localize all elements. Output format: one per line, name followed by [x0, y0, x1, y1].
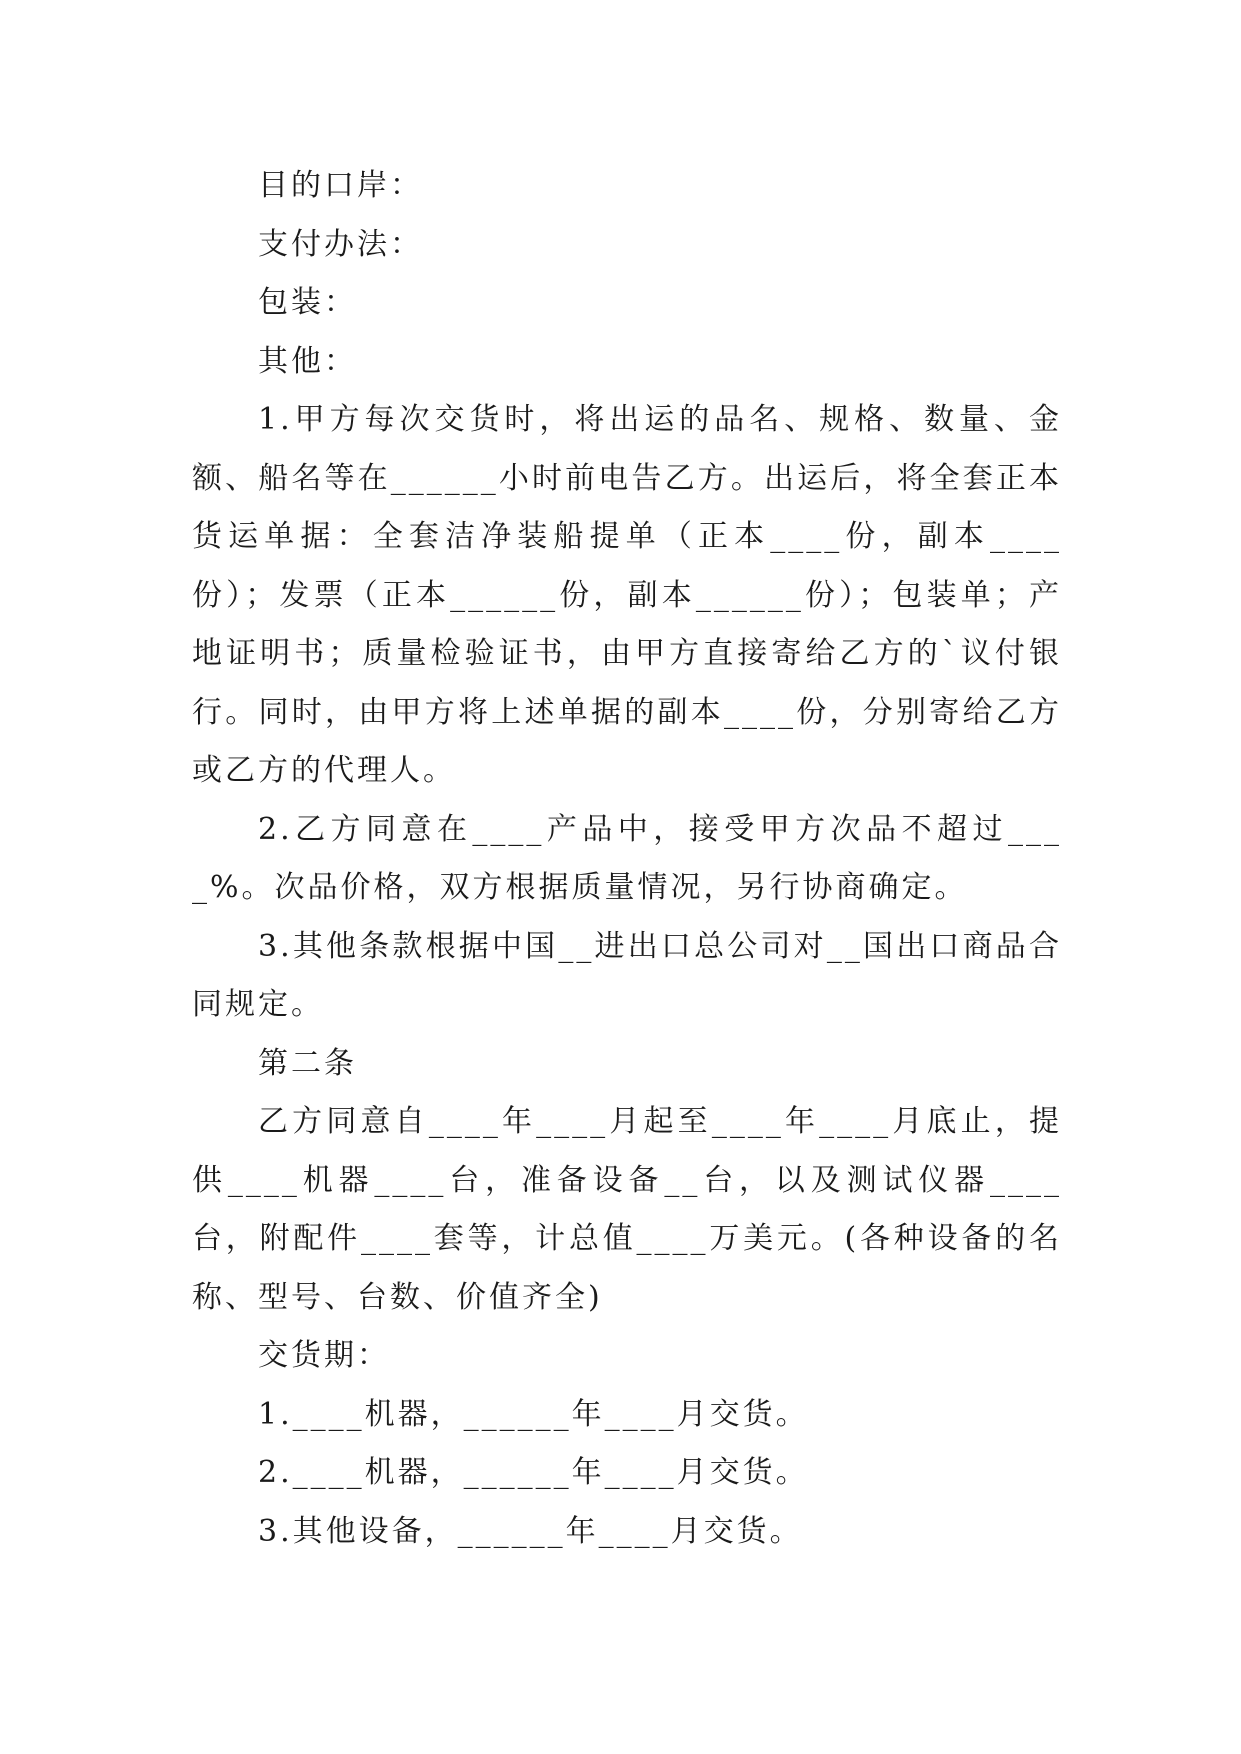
delivery-item-1: 1.____机器，______年____月交货。	[258, 1396, 809, 1432]
field-packaging: 包装：	[258, 285, 357, 320]
field-destination-port: 目的口岸：	[258, 168, 423, 203]
clause-item-1: 1.甲方每次交货时，将出运的品名、规格、数量、金额、船名等在______小时前电告乙方。出运后，将全套正本货运单据：全套洁净装船提单（正本____份，副本____份）；发票（正本______份，副本______份）；包装单；产地证明书；质量检验证书，由甲方直接寄给乙方的`议付银行。同时，由甲方将上述单据的副本____份，分别寄给乙方或乙方的代理人。	[192, 402, 1062, 788]
field-delivery-period: 交货期：	[258, 1338, 390, 1373]
delivery-item-2: 2.____机器，______年____月交货。	[258, 1455, 809, 1490]
clause-item-3: 3.其他条款根据中国__进出口总公司对__国出口商品合同规定。	[192, 928, 1062, 1022]
field-payment-method: 支付办法：	[258, 226, 423, 262]
section-heading-article-2: 第二条	[258, 1045, 357, 1081]
article-2-body: 乙方同意自____年____月起至____年____月底止，提供____机器____台，准备设备__台，以及测试仪器____台，附配件____套等，计总值____万美元。(各种设备的名称、型号、台数、价值齐全)	[192, 1104, 1062, 1315]
clause-item-2: 2.乙方同意在____产品中，接受甲方次品不超过____%。次品价格，双方根据质量情况，另行协商确定。	[192, 811, 1062, 905]
delivery-item-3: 3.其他设备，______年____月交货。	[258, 1513, 803, 1549]
field-other: 其他：	[258, 343, 357, 379]
document-body	[192, 157, 1062, 1561]
